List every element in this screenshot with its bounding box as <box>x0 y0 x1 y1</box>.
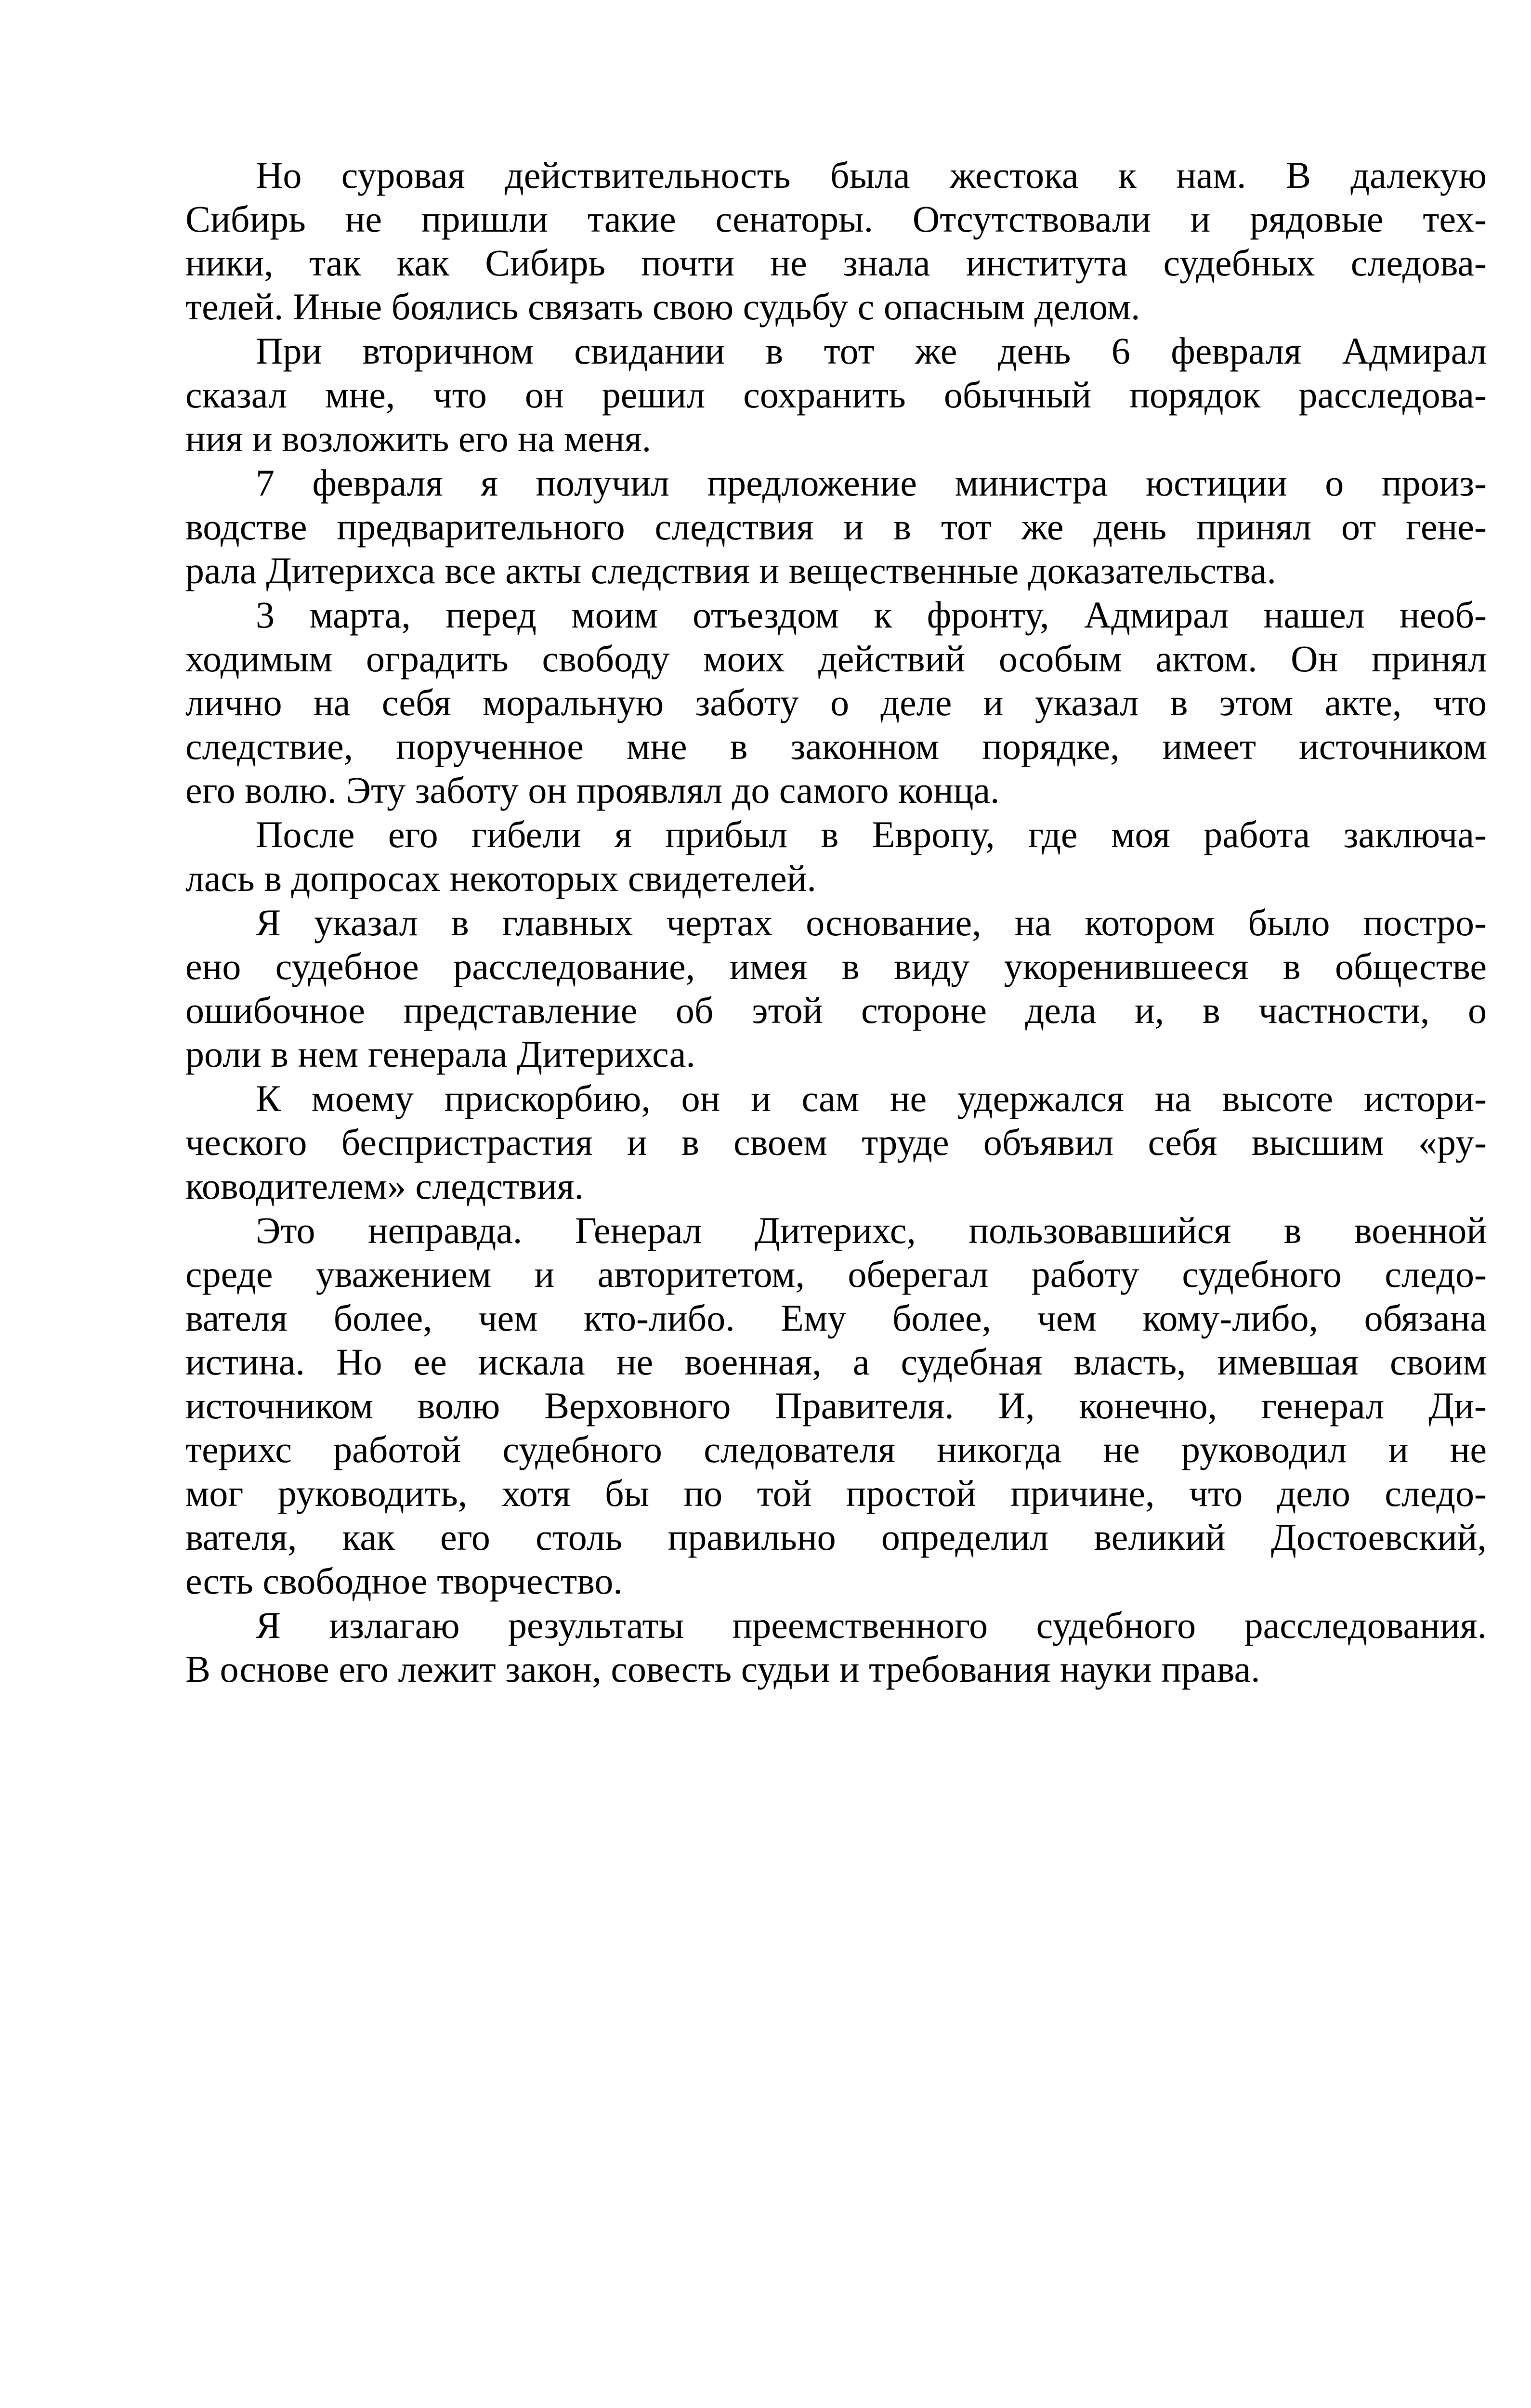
text-line: ния и возложить его на меня. <box>185 418 652 459</box>
text-line: телей. Иные боялись связать свою судьбу с опасным делом. <box>185 286 1140 327</box>
text-line: ошибочное представление об этой стороне дела и, в частности, о <box>185 989 1487 1031</box>
text-line: Я указал в главных чертах основание, на котором было постро- <box>256 902 1487 943</box>
text-line: При вторичном свидании в тот же день 6 февраля Адмирал <box>256 330 1487 372</box>
paragraph <box>185 901 1487 1076</box>
text-line: терихс работой судебного следователя никогда не руководил и не <box>185 1428 1487 1470</box>
text-line: ено судебное расследование, имея в виду укоренившееся в обществе <box>185 945 1487 987</box>
text-line: следствие, порученное мне в законном порядке, имеет источником <box>185 725 1487 767</box>
body-text <box>185 153 1487 1691</box>
text-line: среде уважением и авторитетом, оберегал работу судебного следо- <box>185 1253 1487 1295</box>
text-line: Сибирь не пришли такие сенаторы. Отсутствовали и рядовые тех- <box>185 198 1487 240</box>
text-line: К моему прискорбию, он и сам не удержался на высоте истори- <box>256 1077 1487 1119</box>
paragraph <box>185 1076 1487 1208</box>
text-line: После его гибели я прибыл в Европу, где моя работа заключа- <box>256 813 1487 855</box>
text-line: вателя, как его столь правильно определил великий Достоевский, <box>185 1516 1487 1558</box>
paragraph <box>185 812 1487 900</box>
paragraph <box>185 1603 1487 1691</box>
text-line: Это неправда. Генерал Дитерихс, пользовавшийся в военной <box>256 1209 1487 1251</box>
text-line: роли в нем генерала Дитерихса. <box>185 1033 695 1075</box>
text-line: вателя более, чем кто-либо. Ему более, чем кому-либо, обязана <box>185 1297 1487 1339</box>
paragraph <box>185 153 1487 328</box>
text-line: водстве предварительного следствия и в тот же день принял от гене- <box>185 506 1487 548</box>
text-line: Я излагаю результаты преемственного судебного расследования. <box>256 1604 1487 1646</box>
text-line: ходимым оградить свободу моих действий особым актом. Он принял <box>185 638 1487 680</box>
text-line: истина. Но ее искала не военная, а судебная власть, имевшая своим <box>185 1341 1487 1383</box>
paragraph <box>185 461 1487 592</box>
paragraph <box>185 593 1487 812</box>
text-line: ческого беспристрастия и в своем труде объявил себя высшим «ру- <box>185 1121 1487 1163</box>
text-line: лась в допросах некоторых свидетелей. <box>185 857 816 899</box>
paragraph <box>185 329 1487 460</box>
text-line: ники, так как Сибирь почти не знала института судебных следова- <box>185 242 1487 284</box>
text-line: мог руководить, хотя бы по той простой причине, что дело следо- <box>185 1472 1487 1514</box>
text-line: рала Дитерихса все акты следствия и вещественные доказательства. <box>185 550 1277 591</box>
text-line: его волю. Эту заботу он проявлял до самого конца. <box>185 769 1000 811</box>
text-line: Но суровая действительность была жестока к нам. В далекую <box>256 154 1487 196</box>
text-line: В основе его лежит закон, совесть судьи и требования науки права. <box>185 1648 1260 1690</box>
text-line: 7 февраля я получил предложение министра юстиции о произ- <box>256 462 1487 504</box>
text-line: 3 марта, перед моим отъездом к фронту, Адмирал нашел необ- <box>256 594 1487 636</box>
paragraph <box>185 1208 1487 1603</box>
text-line: есть свободное творчество. <box>185 1560 623 1602</box>
text-line: сказал мне, что он решил сохранить обычный порядок расследова- <box>185 374 1487 416</box>
text-line: лично на себя моральную заботу о деле и указал в этом акте, что <box>185 681 1487 723</box>
text-line: ководителем» следствия. <box>185 1165 584 1207</box>
text-line: источником волю Верховного Правителя. И, конечно, генерал Ди- <box>185 1385 1487 1426</box>
